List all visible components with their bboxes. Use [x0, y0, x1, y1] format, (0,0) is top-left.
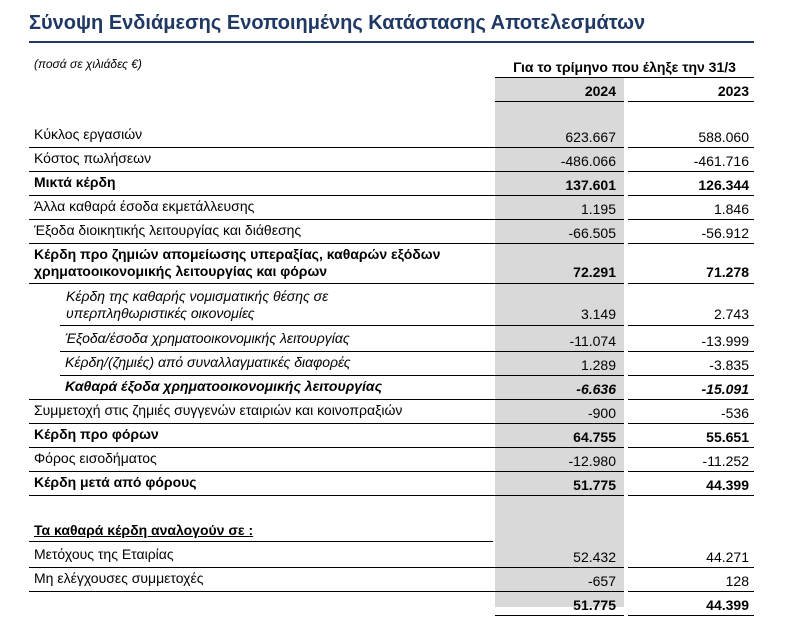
value-2024: -6.636	[576, 381, 616, 397]
row-divider	[29, 171, 754, 172]
value-2023: -15.091	[701, 381, 749, 397]
value-2024: 72.291	[573, 264, 616, 280]
value-2024: 64.755	[573, 429, 616, 445]
row-divider	[60, 325, 754, 326]
row-divider	[29, 541, 493, 542]
year-header-2024: 2024	[584, 83, 616, 99]
value-2023: -11.252	[702, 453, 749, 469]
value-2024: 3.149	[580, 306, 616, 322]
row-divider	[29, 243, 754, 244]
row-label: Κέρδη προ ζημιών απομείωσης υπεραξίας, καθαρών εξόδων χρηματοοικονομικής λειτουργίας και φόρων	[34, 246, 441, 279]
value-2023: 2.743	[713, 306, 749, 322]
value-2024: 623.667	[565, 129, 616, 145]
value-2024: -486.066	[560, 153, 616, 169]
row-label: Κέρδη προ φόρων	[34, 426, 159, 442]
value-2023: 44.271	[706, 549, 749, 565]
row-label: Κόστος πωλήσεων	[34, 150, 152, 166]
row-divider	[29, 591, 754, 592]
row-divider	[29, 195, 754, 196]
value-2024: -12.980	[568, 453, 616, 469]
title-underline	[29, 41, 754, 43]
value-2023: 126.344	[698, 177, 749, 193]
row-divider	[60, 351, 754, 352]
row-label: Κέρδη της καθαρής νομισματικής θέσης σε υπερπληθωριστικές οικονομίες	[66, 288, 329, 321]
row-divider	[60, 375, 754, 376]
value-2023: -536	[720, 405, 749, 421]
row-divider	[29, 283, 754, 284]
value-2024: 51.775	[573, 477, 616, 493]
row-divider	[29, 495, 754, 496]
value-2024: -66.505	[568, 225, 616, 241]
total-2023: 44.399	[706, 597, 749, 613]
value-2024: -657	[587, 573, 616, 589]
total-rule-2023	[628, 615, 754, 616]
attribution-heading: Τα καθαρά κέρδη αναλογούν σε :	[34, 522, 254, 538]
value-2023: 44.399	[706, 477, 749, 493]
value-2023: -461.716	[693, 153, 749, 169]
row-label: Κύκλος εργασιών	[34, 126, 143, 142]
value-2023: 55.651	[706, 429, 749, 445]
period-header-rule	[495, 77, 754, 78]
row-divider	[29, 567, 754, 568]
row-label: Κέρδη/(ζημιές) από συναλλαγματικές διαφορές	[65, 354, 351, 370]
row-divider	[29, 447, 754, 448]
value-2023: 71.278	[706, 264, 749, 280]
row-label: Φόρος εισοδήματος	[34, 450, 157, 466]
value-2024: 137.601	[565, 177, 616, 193]
value-2024: 52.432	[573, 549, 616, 565]
value-2023: -3.835	[709, 357, 749, 373]
row-label: Κέρδη μετά από φόρους	[34, 474, 197, 490]
year-rule-2023	[628, 101, 754, 102]
row-divider	[29, 147, 754, 148]
row-label: Μικτά κέρδη	[34, 174, 116, 190]
period-header: Για το τρίμηνο που έληξε την 31/3	[495, 57, 754, 77]
value-2023: 588.060	[698, 129, 749, 145]
value-2023: -56.912	[701, 225, 749, 241]
total-rule-2024	[495, 615, 624, 616]
row-label: Άλλα καθαρά έσοδα εκμετάλλευσης	[34, 198, 255, 214]
value-2024: 1.289	[580, 357, 616, 373]
units-note: (ποσά σε χιλιάδες €)	[34, 57, 142, 71]
value-2023: -13.999	[701, 333, 749, 349]
value-2024: -11.074	[569, 333, 616, 349]
row-divider	[29, 219, 754, 220]
year-header-2023: 2023	[717, 83, 749, 99]
row-divider	[29, 423, 754, 424]
value-2024: -900	[587, 405, 616, 421]
row-divider	[29, 471, 754, 472]
row-label: Έξοδα/έσοδα χρηματοοικονομικής λειτουργίας	[65, 330, 350, 346]
row-label: Καθαρά έξοδα χρηματοοικονομικής λειτουργίας	[65, 378, 383, 394]
year-rule-2024	[495, 101, 624, 102]
total-2024: 51.775	[573, 597, 616, 613]
row-label: Μετόχους της Εταιρίας	[34, 546, 174, 562]
value-2023: 128	[725, 573, 749, 589]
row-divider	[29, 399, 754, 400]
row-label: Μη ελέγχουσες συμμετοχές	[34, 570, 204, 586]
row-label: Συμμετοχή στις ζημιές συγγενών εταιριών και κοινοπραξιών	[34, 402, 403, 418]
page-title: Σύνοψη Ενδιάμεσης Ενοποιημένης Κατάστασης Αποτελεσμάτων	[29, 12, 646, 34]
value-2023: 1.846	[713, 201, 749, 217]
value-2024: 1.195	[580, 201, 616, 217]
row-label: Έξοδα διοικητικής λειτουργίας και διάθεσης	[34, 222, 302, 238]
